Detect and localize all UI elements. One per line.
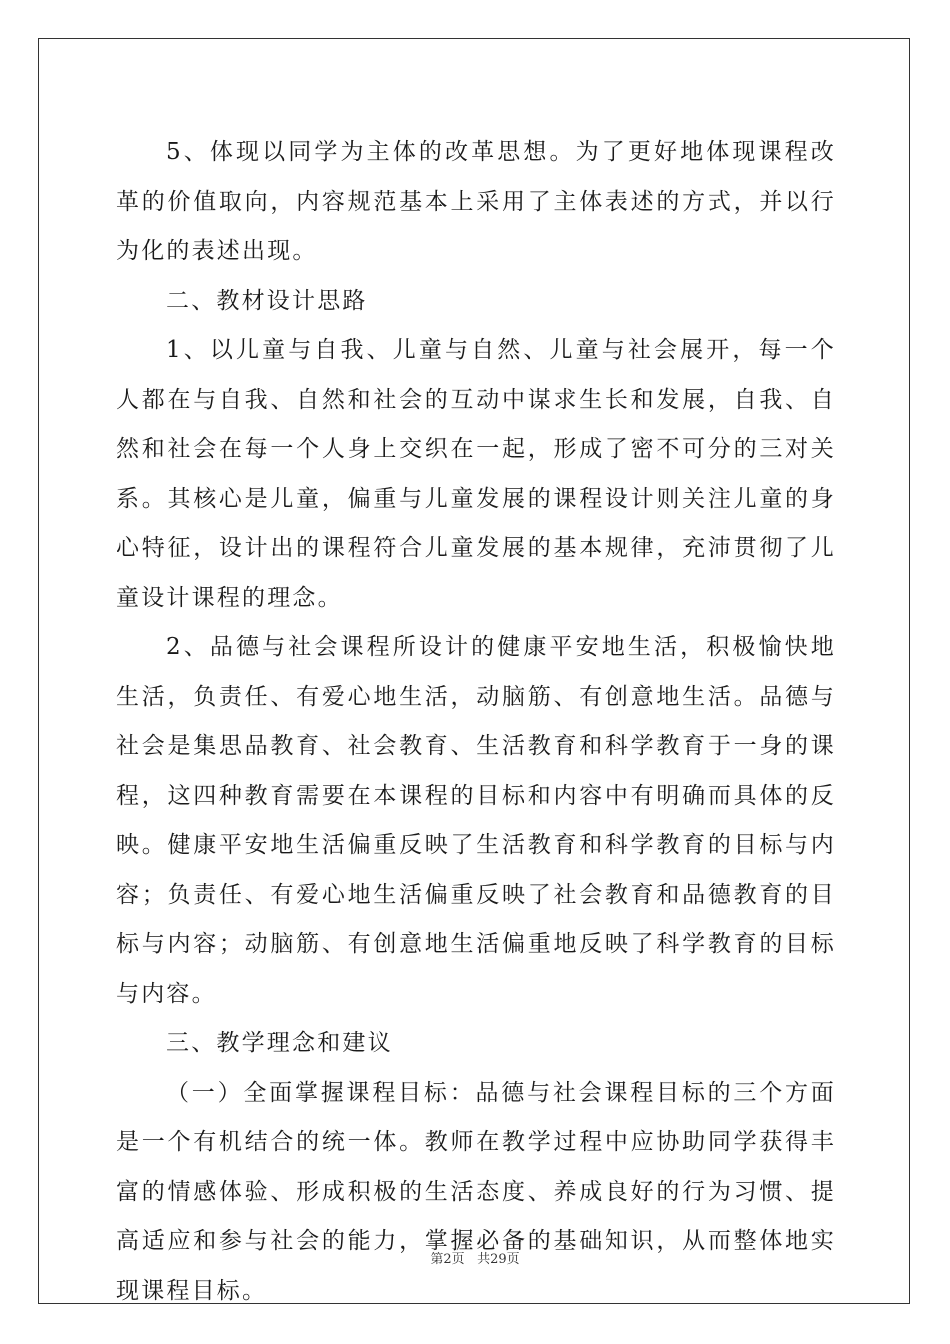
paragraph-point-5: 5、体现以同学为主体的改革思想。为了更好地体现课程改革的价值取向，内容规范基本上采用了主体表述的方式，并以行为化的表述出现。 [116, 139, 836, 264]
paragraph-teaching-1: （一）全面掌握课程目标：品德与社会课程目标的三个方面是一个有机结合的统一体。教师在教学过程中应协助同学获得丰富的情感体验、形成积极的生活态度、养成良好的行为习惯、提高适应和参与社会的能力，掌握必备的基础知识，从而整体地实现课程目标。 [116, 1079, 836, 1304]
section-heading-textbook-design: 二、教材设计思路 [166, 287, 368, 314]
page-footer [0, 1248, 950, 1267]
document-body [116, 128, 836, 1316]
page-number: 第2页 [430, 1252, 465, 1267]
paragraph-design-1: 1、以儿童与自我、儿童与自然、儿童与社会展开，每一个人都在与自我、自然和社会的互动中谋求生长和发展，自我、自然和社会在每一个人身上交织在一起，形成了密不可分的三对关系。其核心是儿童，偏重与儿童发展的课程设计则关注儿童的身心特征，设计出的课程符合儿童发展的基本规律，充沛贯彻了儿童设计课程的理念。 [116, 337, 836, 611]
page-total: 共29页 [477, 1252, 520, 1267]
paragraph-design-2: 2、品德与社会课程所设计的健康平安地生活，积极愉快地生活，负责任、有爱心地生活，动脑筋、有创意地生活。品德与社会是集思品教育、社会教育、生活教育和科学教育于一身的课程，这四种教育需要在本课程的目标和内容中有明确而具体的反映。健康平安地生活偏重反映了生活教育和科学教育的目标与内容；负责任、有爱心地生活偏重反映了社会教育和品德教育的目标与内容；动脑筋、有创意地生活偏重地反映了科学教育的目标与内容。 [116, 634, 836, 1007]
section-heading-teaching-philosophy: 三、教学理念和建议 [166, 1030, 393, 1056]
